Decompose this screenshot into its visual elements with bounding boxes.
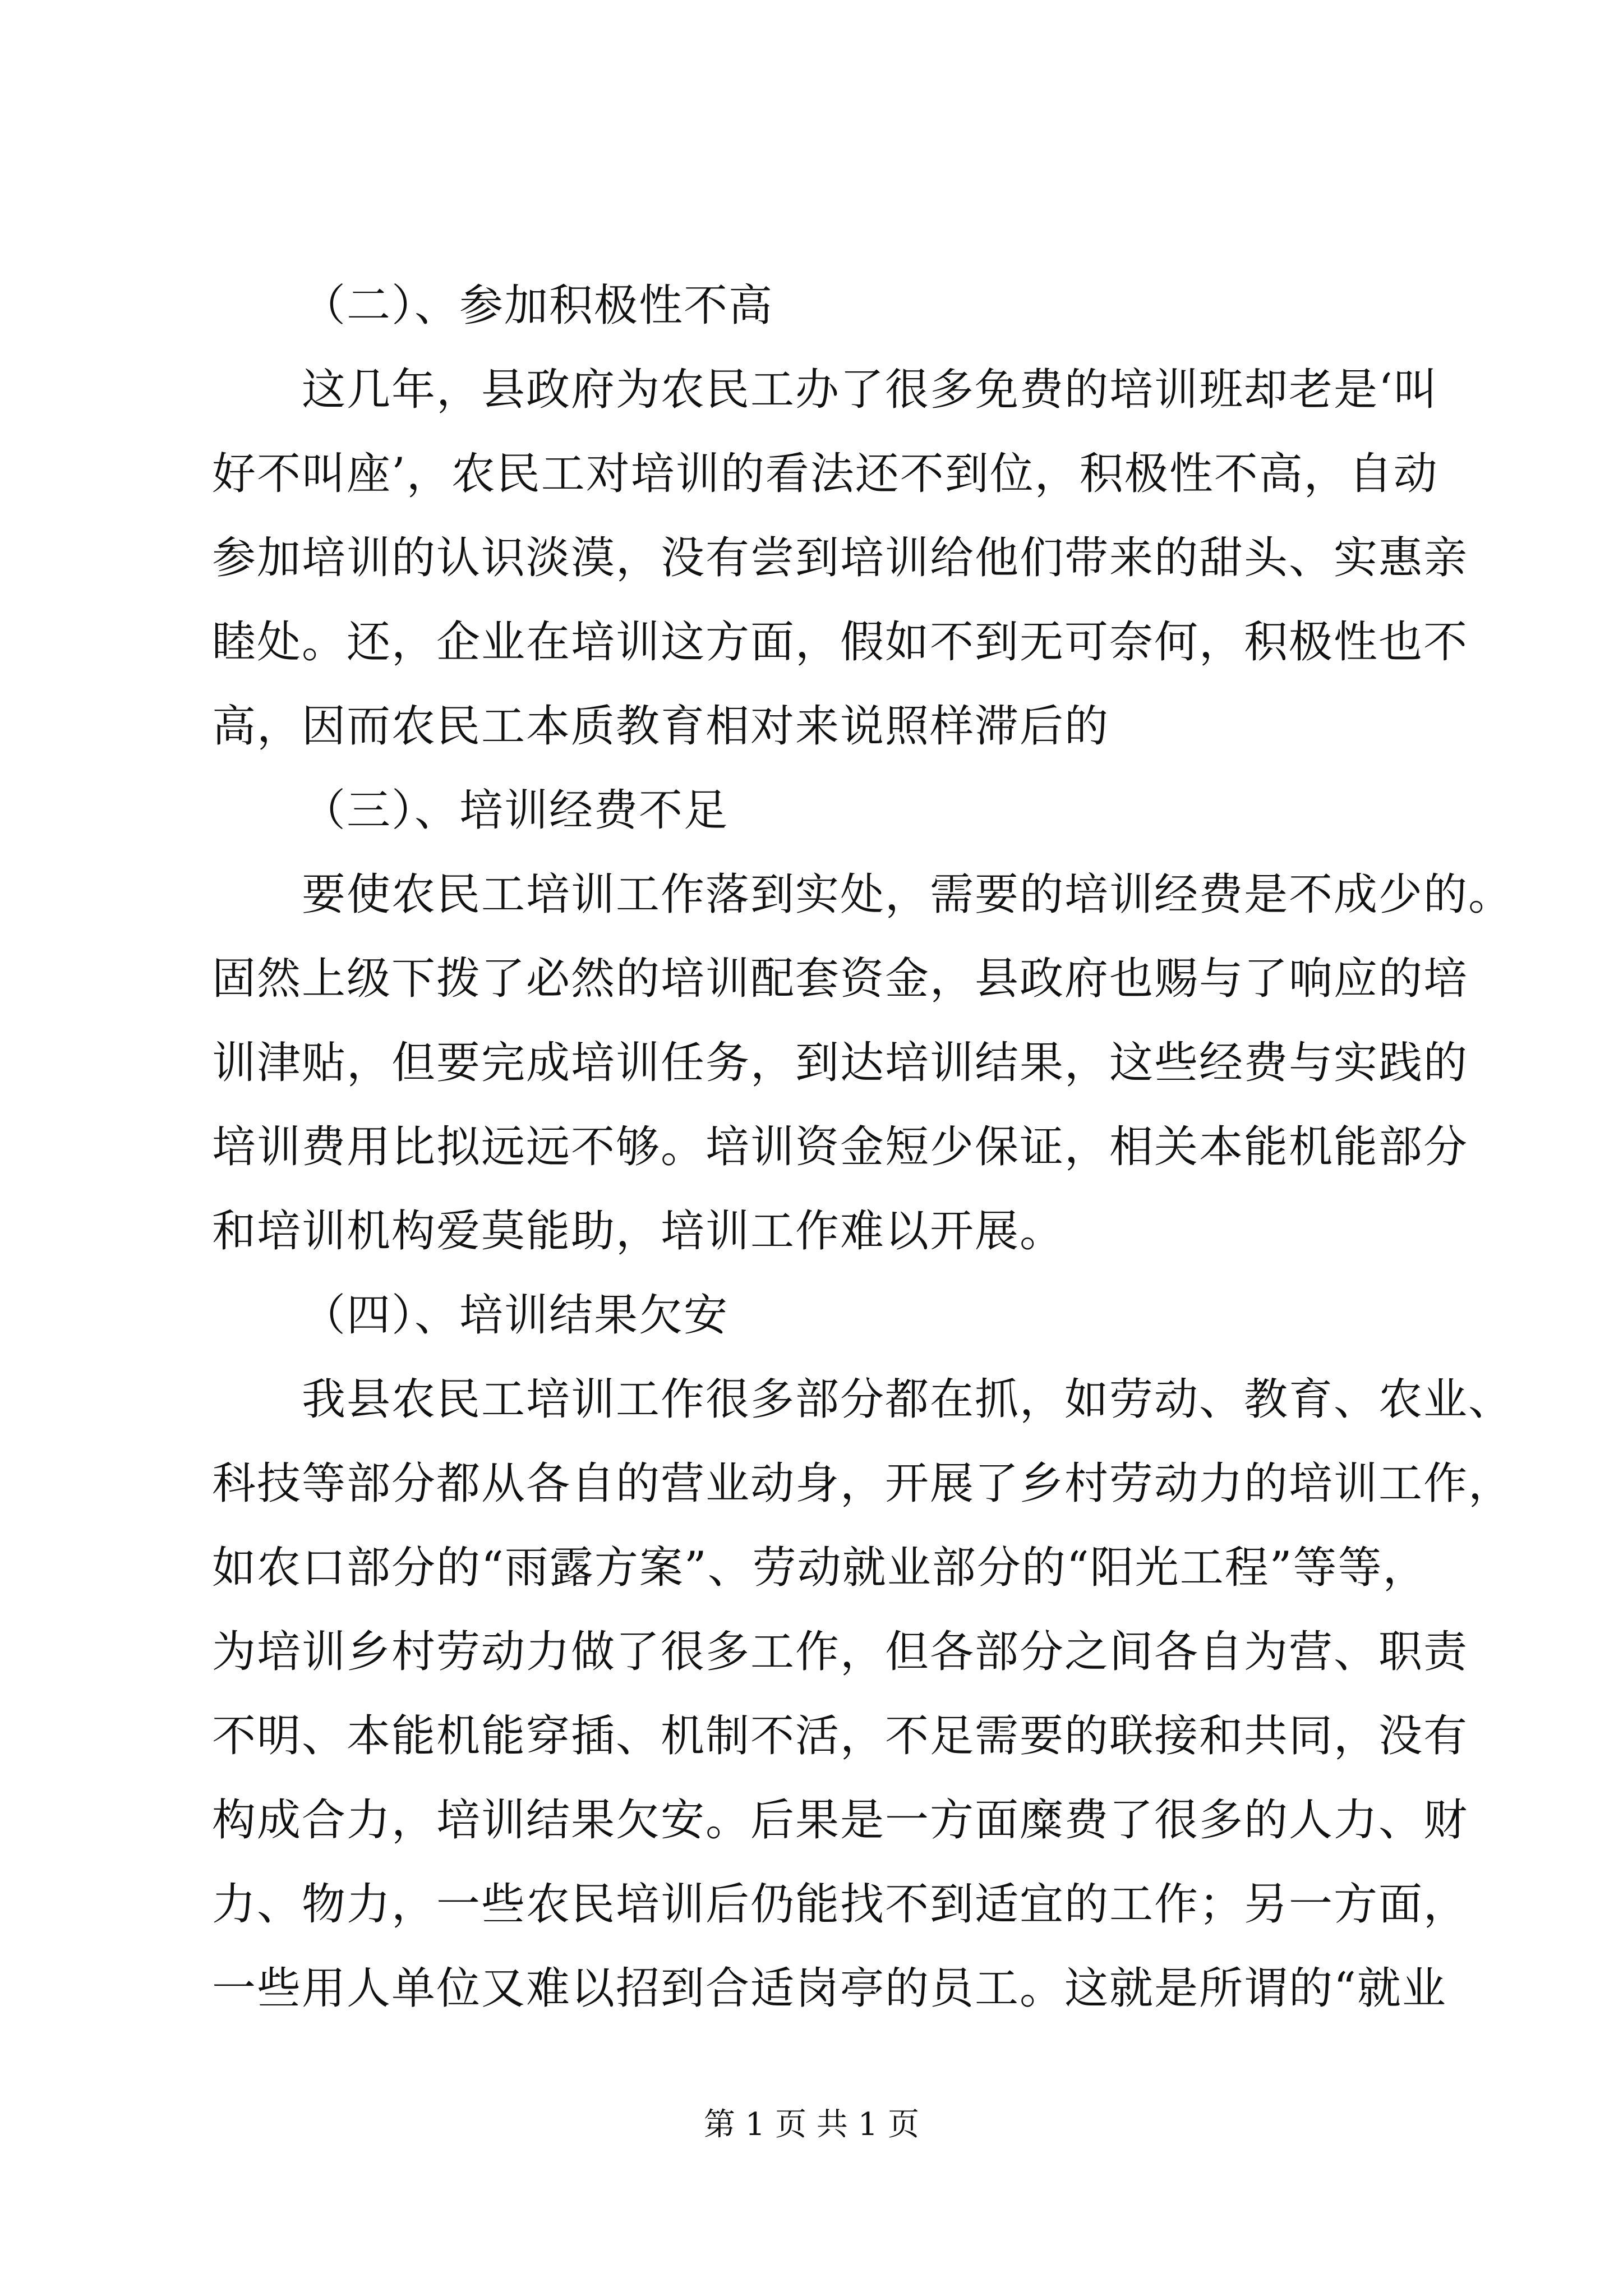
paragraph-line: 高，因而农民工本质教育相对来说照样滞后的 — [212, 701, 1110, 752]
paragraph-line: 固然上级下拨了必然的培训配套资金，县政府也赐与了响应的培 — [212, 954, 1469, 1004]
paragraph-line: 构成合力，培训结果欠安。后果是一方面糜费了很多的人力、财 — [212, 1795, 1469, 1846]
document-body — [212, 264, 1514, 2031]
paragraph-line: 训津贴，但要完成培训任务，到达培训结果，这些经费与实践的 — [212, 1038, 1469, 1088]
paragraph-line: 我县农民工培训工作很多部分都在抓，如劳动、教育、农业、 — [302, 1374, 1514, 1425]
section-heading: （二）、参加积极性不高 — [302, 280, 774, 331]
paragraph-line: 好不叫座’，农民工对培训的看法还不到位，积极性不高，自动 — [212, 449, 1438, 499]
paragraph-line: 不明、本能机能穿插、机制不活，不足需要的联接和共同，没有 — [212, 1711, 1469, 1761]
section-heading: （四）、培训结果欠安 — [302, 1290, 729, 1341]
paragraph-line: 力、物力，一些农民培训后仍能找不到适宜的工作；另一方面， — [212, 1879, 1469, 1930]
paragraph-line: 和培训机构爱莫能助，培训工作难以开展。 — [212, 1206, 1065, 1257]
paragraph-line: 一些用人单位又难以招到合适岗亭的员工。这就是所谓的“就业 — [212, 1963, 1447, 2014]
paragraph-line: 培训费用比拟远远不够。培训资金短少保证，相关本能机能部分 — [212, 1122, 1469, 1172]
paragraph-line: 睦处。还，企业在培训这方面，假如不到无可奈何，积极性也不 — [212, 617, 1469, 668]
paragraph-line: 这几年，县政府为农民工办了很多免费的培训班却老是‘叫 — [302, 365, 1438, 415]
section-heading: （三）、培训经费不足 — [302, 785, 729, 836]
paragraph-line: 参加培训的认识淡漠，没有尝到培训给他们带来的甜头、实惠亲 — [212, 533, 1469, 583]
page-footer: 第 1 页 共 1 页 — [703, 2106, 920, 2143]
paragraph-line: 要使农民工培训工作落到实处，需要的培训经费是不成少的。 — [302, 869, 1514, 920]
paragraph-line: 为培训乡村劳动力做了很多工作，但各部分之间各自为营、职责 — [212, 1627, 1469, 1677]
paragraph-line: 科技等部分都从各自的营业动身，开展了乡村劳动力的培训工作， — [212, 1458, 1514, 1509]
paragraph-line: 如农口部分的“雨露方案”、劳动就业部分的“阳光工程”等等， — [212, 1543, 1428, 1593]
